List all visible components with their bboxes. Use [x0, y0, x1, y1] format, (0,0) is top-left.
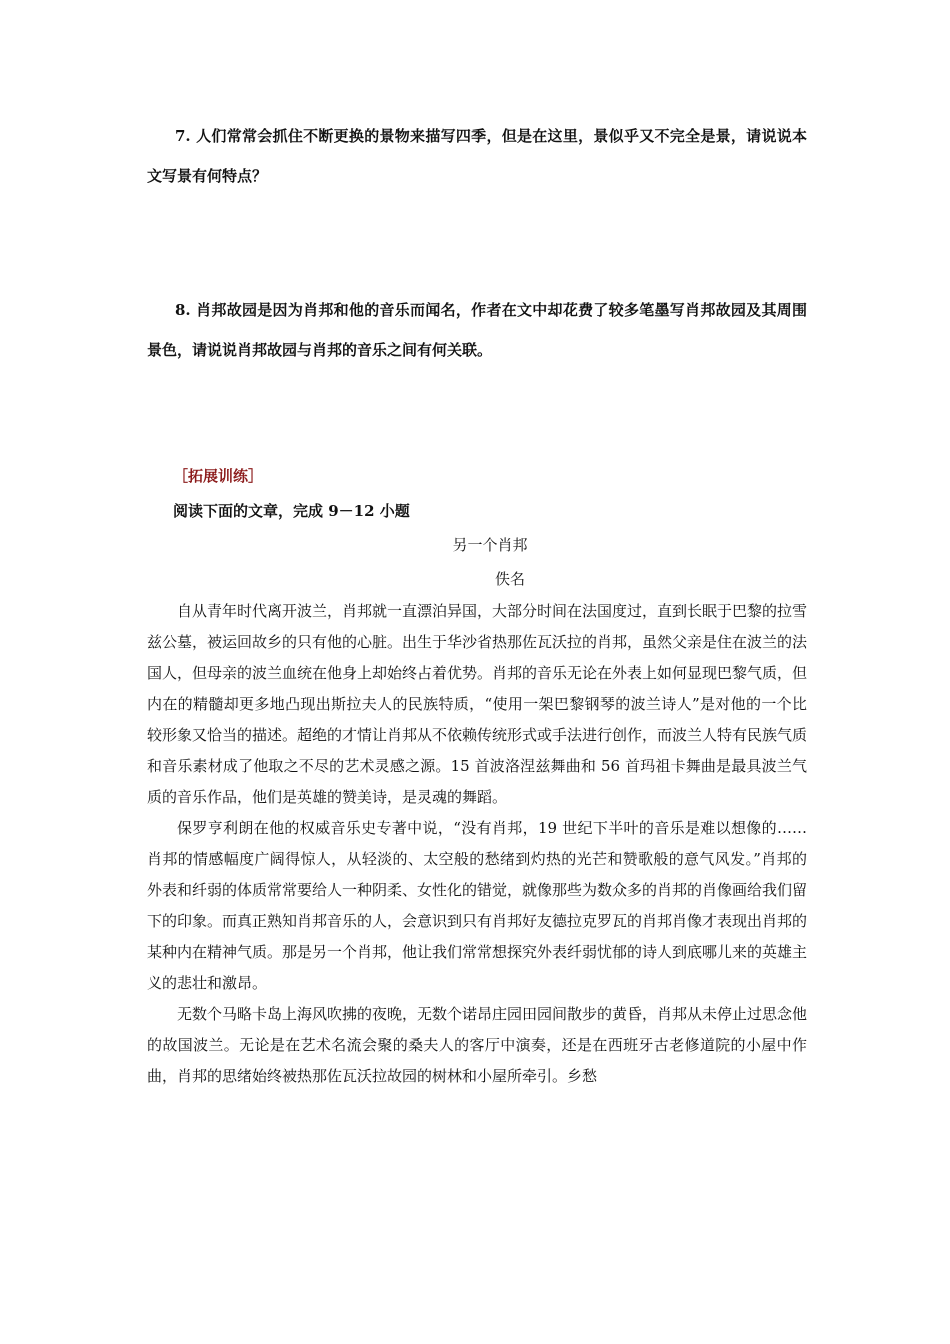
- article-paragraph: 保罗亨利朗在他的权威音乐史专著中说，“没有肖邦，19 世纪下半叶的音乐是难以想像的……肖邦的情感幅度广阔得惊人，从轻淡的、太空般的愁绪到灼热的光芒和赞歌般的意气风发。”肖邦的外表和纤弱的体质常常要给人一种阴柔、女性化的错觉，就像那些为数众多的肖邦的肖像画给我们留下的印象。而真正熟知肖邦音乐的人，会意识到只有肖邦好友德拉克罗瓦的肖邦肖像才表现出肖邦的某种内在精神气质。那是另一个肖邦，他让我们常常想探究外表纤弱忧郁的诗人到底哪儿来的英雄主义的悲壮和激昂。: [147, 819, 808, 992]
- reading-instruction: 阅读下面的文章，完成 9－12 小题: [173, 502, 410, 520]
- article-author: 佚名: [495, 570, 526, 588]
- question-8: 8. 肖邦故园是因为肖邦和他的音乐而闻名，作者在文中却花费了较多笔墨写肖邦故园及其周围景色，请说说肖邦故园与肖邦的音乐之间有何关联。: [147, 301, 807, 359]
- article-paragraph: 无数个马略卡岛上海风吹拂的夜晚，无数个诺昂庄园田园间散步的黄昏，肖邦从未停止过思念他的故国波兰。无论是在艺术名流会聚的桑夫人的客厅中演奏，还是在西班牙古老修道院的小屋中作曲，肖邦的思绪始终被热那佐瓦沃拉故园的树林和小屋所牵引。乡愁: [147, 1005, 808, 1085]
- section-label: ［拓展训练］: [173, 467, 264, 485]
- article-paragraph: 自从青年时代离开波兰，肖邦就一直漂泊异国，大部分时间在法国度过，直到长眠于巴黎的拉雪兹公墓，被运回故乡的只有他的心脏。出生于华沙省热那佐瓦沃拉的肖邦，虽然父亲是住在波兰的法国人，但母亲的波兰血统在他身上却始终占着优势。肖邦的音乐无论在外表上如何显现巴黎气质，但内在的精髓却更多地凸现出斯拉夫人的民族特质，“使用一架巴黎钢琴的波兰诗人”是对他的一个比较形象又恰当的描述。超绝的才情让肖邦从不依赖传统形式或手法进行创作，而波兰人特有民族气质和音乐素材成了他取之不尽的艺术灵感之源。15 首波洛涅兹舞曲和 56 首玛祖卡舞曲是最具波兰气质的音乐作品，他们是英雄的赞美诗，是灵魂的舞蹈。: [147, 602, 808, 806]
- article-body: [147, 596, 807, 1092]
- article-title: 另一个肖邦: [452, 536, 528, 554]
- question-7: 7. 人们常常会抓住不断更换的景物来描写四季，但是在这里，景似乎又不完全是景，请说说本文写景有何特点？: [147, 127, 807, 185]
